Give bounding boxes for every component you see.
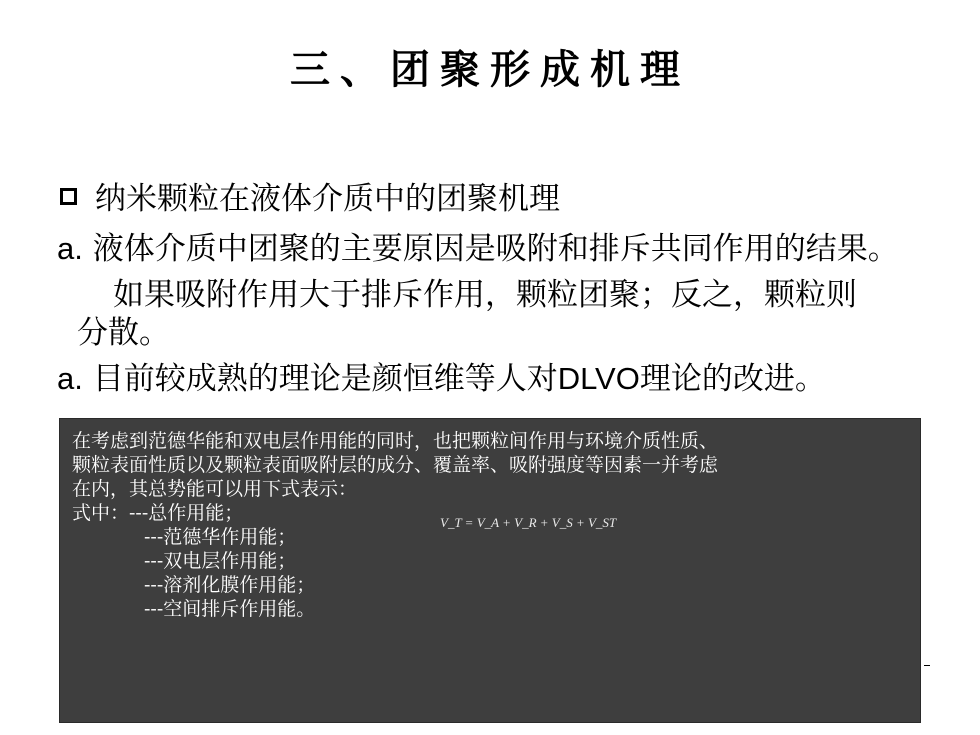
bullet-item-3 — [113, 276, 857, 314]
edge-tick — [924, 665, 930, 666]
bullet-text-2: 液体介质中团聚的主要原因是吸附和排斥共同作用的结果。 — [92, 231, 899, 267]
panel-line-3: 在内，其总势能可以用下式表示： — [72, 478, 358, 500]
slide-title: 三、团聚形成机理 — [290, 46, 690, 93]
bullet-item-1 — [57, 180, 560, 218]
explanation-panel — [59, 418, 921, 723]
bullet-item-4 — [77, 314, 170, 352]
bullet-marker-5: a. — [57, 361, 83, 396]
panel-line-6: ---双电层作用能； — [144, 550, 297, 572]
panel-line-8: ---空间排斥作用能。 — [144, 598, 316, 620]
formula: V_T = V_A + V_R + V_S + V_ST — [440, 515, 617, 530]
bullet-text-5a: 目前较成熟的理论是颜恒维等人对 — [92, 361, 558, 397]
bullet-text-4: 分散。 — [77, 315, 170, 351]
bullet-text-5-dlvo: DLVO — [557, 361, 640, 396]
bullet-item-2 — [57, 230, 899, 268]
bullet-text-1: 纳米颗粒在液体介质中的团聚机理 — [95, 181, 560, 217]
checkbox-square-icon — [60, 188, 77, 205]
panel-line-4: 式中：---总作用能； — [72, 502, 244, 524]
bullet-text-5b: 理论的改进。 — [639, 361, 826, 397]
panel-line-5: ---范德华作用能； — [144, 526, 297, 548]
panel-line-7: ---溶剂化膜作用能； — [144, 574, 316, 596]
panel-line-1: 在考虑到范德华能和双电层作用能的同时，也把颗粒间作用与环境介质性质、 — [72, 430, 719, 452]
bullet-marker-2: a. — [57, 231, 83, 266]
bullet-item-5 — [57, 360, 826, 398]
bullet-text-3: 如果吸附作用大于排斥作用，颗粒团聚；反之，颗粒则 — [113, 277, 857, 313]
panel-line-2: 颗粒表面性质以及颗粒表面吸附层的成分、覆盖率、吸附强度等因素一并考虑 — [72, 454, 719, 476]
